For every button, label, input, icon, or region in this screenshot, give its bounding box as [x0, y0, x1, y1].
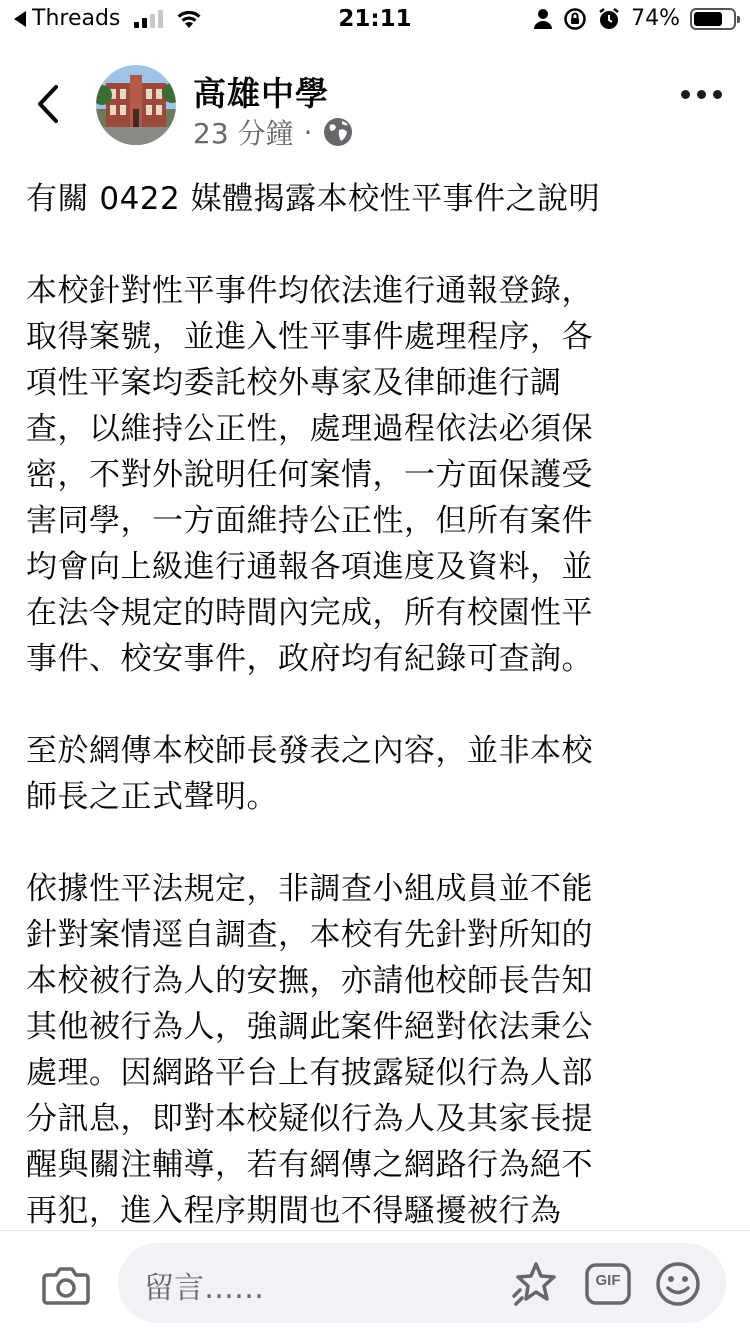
- status-time: 21:11: [338, 6, 412, 32]
- chevron-left-icon: [34, 84, 62, 124]
- meta-separator: ·: [303, 115, 313, 149]
- comment-bar: [0, 1230, 750, 1334]
- emoji-button[interactable]: [654, 1260, 702, 1308]
- more-dot-icon: [681, 90, 690, 99]
- sticker-button[interactable]: [510, 1260, 558, 1308]
- person-icon: [533, 8, 553, 30]
- post-body: [26, 176, 726, 1280]
- post-time[interactable]: 23 分鐘: [193, 117, 294, 150]
- battery-icon: [690, 8, 736, 30]
- alarm-icon: [597, 7, 621, 31]
- emoji-icon: [654, 1260, 702, 1308]
- comment-placeholder: 留言……: [144, 1271, 264, 1306]
- camera-icon: [42, 1265, 90, 1305]
- globe-icon: [322, 116, 354, 148]
- status-right: [533, 6, 736, 31]
- gif-label: GIF: [595, 1272, 621, 1289]
- more-dot-icon: [697, 90, 706, 99]
- post-paragraph: 依據性平法規定，非調查小組成員並不能 針對案情逕自調查，本校有先針對所知的 本校被行為人的安撫，亦請他校師長告知 其他被行為人，強調此案件絕對依法秉公 處理。因網路平台上有披露疑似行為人部 分訊息，即對本校疑似行為人及其家長提 醒與關注輔導，若有網傳之網路行為絕不 再犯，進入程序期間也不得騷擾被行為: [26, 871, 593, 1229]
- battery-fill: [694, 12, 722, 26]
- post-header: [0, 62, 750, 152]
- comment-input[interactable]: [118, 1243, 726, 1323]
- post-paragraph: 至於網傳本校師長發表之內容，並非本校 師長之正式聲明。: [26, 733, 593, 815]
- rotation-lock-icon: [563, 7, 587, 31]
- post-paragraph: 本校針對性平事件均依法進行通報登錄， 取得案號，並進入性平事件處理程序，各 項性平案均委託校外專家及律師進行調 查，以維持公正性，處理過程依法必須保 密，不對外說明任何案情，一方面保護受 害同學，一方面維持公正性，但所有案件 均會向上級進行通報各項進度及資料，並 在法令規定的時間內完成，所有校園性平 事件、校安事件，政府均有紀錄可查詢。: [26, 273, 593, 677]
- school-building-image: [96, 65, 176, 145]
- gif-button[interactable]: [584, 1260, 632, 1308]
- more-options-button[interactable]: [681, 90, 722, 99]
- camera-button[interactable]: [40, 1259, 92, 1311]
- post-meta: [193, 112, 354, 152]
- sticker-icon: [510, 1260, 558, 1308]
- back-app-label: Threads: [32, 6, 121, 31]
- page-name[interactable]: 高雄中學: [193, 74, 329, 113]
- post-title: 有關 0422 媒體揭露本校性平事件之說明: [26, 181, 601, 217]
- battery-percent: 74%: [631, 6, 680, 31]
- status-bar: [0, 0, 750, 40]
- back-button[interactable]: [28, 82, 68, 126]
- more-dot-icon: [713, 90, 722, 99]
- page-avatar[interactable]: [96, 65, 176, 145]
